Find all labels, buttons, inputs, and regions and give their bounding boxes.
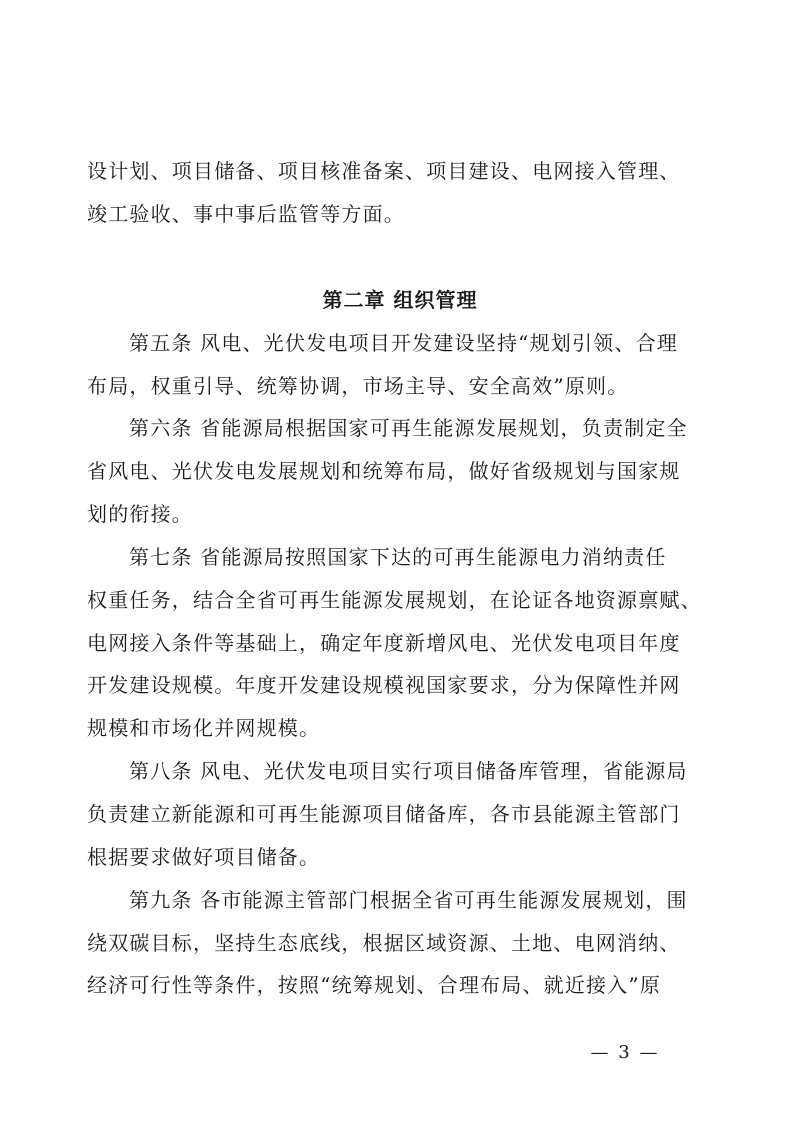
article-7-line: 第七条 省能源局按照国家下达的可再生能源电力消纳责任 xyxy=(129,545,667,569)
article-7-line: 电网接入条件等基础上，确定年度新增风电、光伏发电项目年度 xyxy=(87,631,681,655)
article-9-line: 经济可行性等条件，按照“统筹规划、合理布局、就近接入”原 xyxy=(87,973,662,997)
article-9-line: 绕双碳目标，坚持生态底线，根据区域资源、土地、电网消纳、 xyxy=(87,931,681,955)
article-5-line: 布局，权重引导、统筹协调，市场主导、安全高效”原则。 xyxy=(87,374,629,398)
article-6-line: 划的衔接。 xyxy=(87,502,193,526)
article-8-line: 第八条 风电、光伏发电项目实行项目储备库管理，省能源局 xyxy=(129,759,688,783)
chapter-heading: 第二章 组织管理 xyxy=(322,288,478,312)
body-text-line: 设计划、项目储备、项目核准备案、项目建设、电网接入管理、 xyxy=(87,159,681,183)
article-8-line: 负责建立新能源和可再生能源项目储备库，各市县能源主管部门 xyxy=(87,802,681,826)
article-5-line: 第五条 风电、光伏发电项目开发建设坚持“规划引领、合理 xyxy=(129,331,678,355)
article-7-line: 开发建设规模。年度开发建设规模视国家要求，分为保障性并网 xyxy=(87,673,681,697)
body-text-line: 竣工验收、事中事后监管等方面。 xyxy=(87,202,405,226)
article-7-line: 权重任务，结合全省可再生能源发展规划，在论证各地资源禀赋、 xyxy=(87,588,702,612)
article-6-line: 第六条 省能源局根据国家可再生能源发展规划，负责制定全 xyxy=(129,416,688,440)
article-7-line: 规模和市场化并网规模。 xyxy=(87,716,321,740)
article-8-line: 根据要求做好项目储备。 xyxy=(87,845,321,869)
article-9-line: 第九条 各市能源主管部门根据全省可再生能源发展规划，围 xyxy=(129,888,688,912)
article-6-line: 省风电、光伏发电发展规划和统筹布局，做好省级规划与国家规 xyxy=(87,459,681,483)
page-number: — 3 — xyxy=(590,1042,660,1063)
